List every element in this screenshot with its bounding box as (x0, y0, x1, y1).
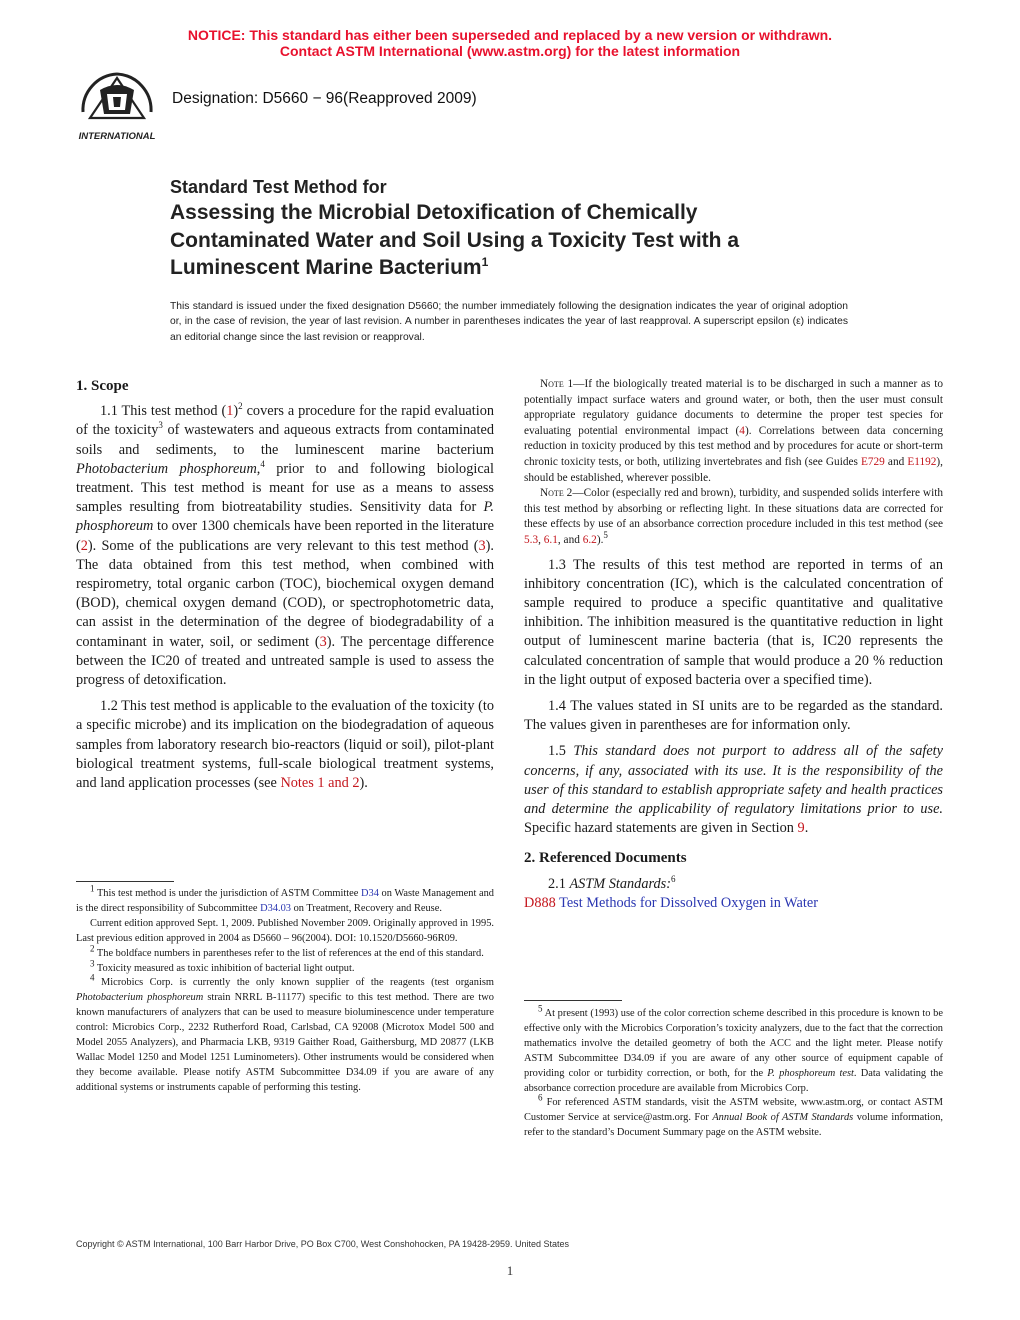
section-9-link[interactable]: 9 (797, 820, 805, 837)
section-6-1-link[interactable]: 6.1 (543, 533, 558, 546)
committee-link[interactable]: D34 (361, 888, 379, 899)
note-2: Note 2—Color (especially red and brown), turbidity, and suspended solids interfere with this test method by absorbing or reflecting light. In these situations data are corrected for these effects by use of an absorbance correction procedure included in this test method (see 5.3, 6.1, and 6.2).$^5$ (524, 487, 943, 546)
reference-link-3[interactable]: 3 (478, 537, 486, 554)
preamble: This standard is issued under the fixed designation D5660; the number immediately following the designation indicates the year of original adoption or, in the case of revision, the year of last revision. A number in parentheses indicates the year of last reapproval. A superscript epsilon (ε) indicates an editorial change since the last revision or reapproval. (170, 301, 848, 343)
footnote-1: $^1$ This test method is under the jurisdiction of ASTM Committee D34 on Waste Management and is the direct responsibility of Subcommittee D34.03 on Treatment, Recovery and Reuse. (76, 883, 495, 914)
withdrawal-notice (0, 27, 1020, 59)
reference-link-2[interactable]: 2 (80, 537, 88, 554)
title-prefix: Standard Test Method for (170, 177, 387, 197)
reference-link-4[interactable]: 4 (739, 424, 745, 437)
document-title (170, 175, 890, 282)
guide-e729-link[interactable]: E729 (860, 455, 885, 468)
paragraph-1-3: 1.3 The results of this test method are reported in terms of an inhibitory concentration (IC), which is the calculated concentration of sample required to produce a specific quantitative and qualitative inhibition. The inhibition measured is the quantitative reduction in light output of luminescent marine bacteria (that is, IC20 represents the calculated concentration of sample that would produce a 20 % reduction in the light output of exposed bacteria over a specified time). (524, 556, 943, 688)
note-1: Note 1—If the biologically treated material is to be discharged in such a manner as to potentially impact surface waters and ground water, or both, then the user must consult appropriate regulatory guidance documents to determine the proper test species for evaluating potential environmental impact (4). Correlations between data concerning reduction in toxicity produced by this test method and by procedures for acute or short-term chronic toxicity tests, or both, utilizing invertebrates and fish (see Guides E729 and E1192), should be established, wherever possible. (524, 378, 944, 484)
right-column (524, 377, 943, 913)
title-line-1: Assessing the Microbial Detoxification of Chemically (170, 201, 698, 224)
section-2-heading: 2. Referenced Documents (524, 850, 687, 867)
page-number: 1 (506, 1263, 514, 1278)
title-line-2: Contaminated Water and Soil Using a Toxicity Test with a (170, 228, 740, 252)
astm-logo-mark (83, 74, 151, 118)
copyright-line: Copyright © ASTM International, 100 Barr Harbor Drive, PO Box C700, West Conshohocken, PA 19428-2959. United States (76, 1239, 570, 1249)
subcommittee-link[interactable]: D34.03 (260, 902, 292, 914)
footnote-rule-right (524, 1000, 622, 1001)
paragraph-1-4: 1.4 The values stated in SI units are to be regarded as the standard. The values given in parentheses are for information only. (524, 697, 943, 734)
notes-link[interactable]: Notes 1 and 2 (280, 775, 360, 792)
title-line-3-text: Luminescent Marine Bacterium (170, 256, 482, 279)
notice-line-1: NOTICE: This standard has either been superseded and replaced by a new version or withdrawn. (187, 27, 833, 43)
left-column (76, 377, 494, 793)
section-5-3-link[interactable]: 5.3 (524, 533, 539, 546)
footnotes-right (524, 1003, 943, 1141)
footnote-rule-left (76, 881, 174, 882)
astm-logo (72, 72, 162, 144)
footnote-6: $^6$ For referenced ASTM standards, visit the ASTM website, www.astm.org, or contact ASTM Customer Service at service@astm.org. For Annual Book of ASTM Standards volume information, refer to the standard’s Document Summary page on the ASTM website. (524, 1092, 943, 1139)
referenced-document-d888[interactable] (524, 894, 943, 913)
footnote-1-edition: Current edition approved Sept. 1, 2009. Published November 2009. Originally approved in 1995. Last previous edition approved in 2004 as D5660 – 96(2004). DOI: 10.1520/D5660-96R09. (76, 917, 494, 944)
footnote-3: $^3$ Toxicity measured as toxic inhibition of bacterial light output. (90, 958, 355, 974)
reference-link-3b[interactable]: 3 (319, 633, 327, 650)
footnote-4: $^4$ Microbics Corp. is currently the only known supplier of the reagents (test organism Photobacterium phosphoreum strain NRRL B-11177) specific to this test method. There are two known manufacturers of analyzers that can be used to measure bioluminescence under temperature control: Microbics Corp., 2232 Rutherford Road, Carlsbad, CA 92008 (Microtox Model 500 and Model 2055 Analyzers), and Pharmacia LKB, 9319 Gaither Road, Gaithersburg, MD 20877 (LKB Wallac Model 1250 and Model 1251 Luminometers). Other instruments would be considered when they become available. Please notify ASTM Subcommittee D34.09 if you are aware of any additional systems or instruments capable of performing this testing. (76, 972, 494, 1093)
paragraph-1-5: 1.5 This standard does not purport to address all of the safety concerns, if any, associated with its use. It is the responsibility of the user of this standard to establish appropriate safety and health practices and determine the applicability of regulatory limitations prior to use. Specific hazard statements are given in Section 9. (524, 743, 943, 837)
designation: Designation: D5660 − 96(Reapproved 2009) (172, 90, 477, 107)
section-6-2-link[interactable]: 6.2 (582, 533, 597, 546)
logo-label: INTERNATIONAL (78, 131, 156, 142)
footnote-5: $^5$ At present (1993) use of the color correction scheme described in this procedure is known to be effective only with the Microbics Corporation’s toxicity analyzers, due to the fact that the correction mathematics involve the detailed geometry of both the ACC and the light meter. Please notify ASTM Subcommittee D34.09 if you are aware of any other source of equipment capable of providing color or turbidity correction, or both, for the P. phosphoreum test. Data validating the absorbance correction procedure are available from Microbics Corp. (524, 1003, 943, 1094)
reference-link-1[interactable]: 1 (226, 403, 234, 420)
guide-e1192-link[interactable]: E1192 (907, 455, 937, 468)
notice-line-2: Contact ASTM International (www.astm.org) for the latest information (279, 43, 741, 59)
paragraph-1-2: 1.2 This test method is applicable to the evaluation of the toxicity (to a specific microbe) and its implication on the biodegradation of aqueous samples from laboratory research bio-reactors (liquid or soil), pilot-plant biological treatment systems, full-scale biological treatment systems, and land application processes (see Notes 1 and 2). (76, 698, 495, 792)
paragraph-1-1: 1.1 This test method $(1)^2$ covers a procedure for the rapid evaluation of the toxicity$^3$ of wastewaters and aqueous extracts from contaminated soils and sediments, to the luminescent marine bacterium Photobacterium phosphoreum,$^4$ prior to and following biological treatment. This test method is meant for use as a means to assess samples resulting from biotreatability studies. Sensitivity data for P. phosphoreum to over 1300 chemicals have been reported in the literature (2). Some of the publications are very relevant to this test method (3). The data obtained from this test method, when combined with respirometry, total organic carbon (TOC), biochemical oxygen demand (BOD), chemical oxygen demand (COD), or spectrophotometric data, can assist in the determination of the degree of biodegradability of a contaminant in water, soil, or sediment (3). The percentage difference between the IC20 of treated and untreated sample is used to assess the progress of detoxification. (76, 401, 495, 689)
d888-code-link[interactable]: D888 (524, 894, 556, 911)
section-1-heading: 1. Scope (76, 378, 129, 394)
d888-title-link[interactable]: Test Methods for Dissolved Oxygen in Water (555, 894, 818, 911)
title-line-3 (170, 254, 890, 282)
footnotes-left (76, 883, 495, 1096)
footnote-2: $^2$ The boldface numbers in parentheses refer to the list of references at the end of this standard. (90, 943, 484, 959)
paragraph-2-1: 2.1 ASTM Standards:$^6$ (548, 873, 676, 892)
title-footnote-marker: 1 (481, 255, 489, 269)
